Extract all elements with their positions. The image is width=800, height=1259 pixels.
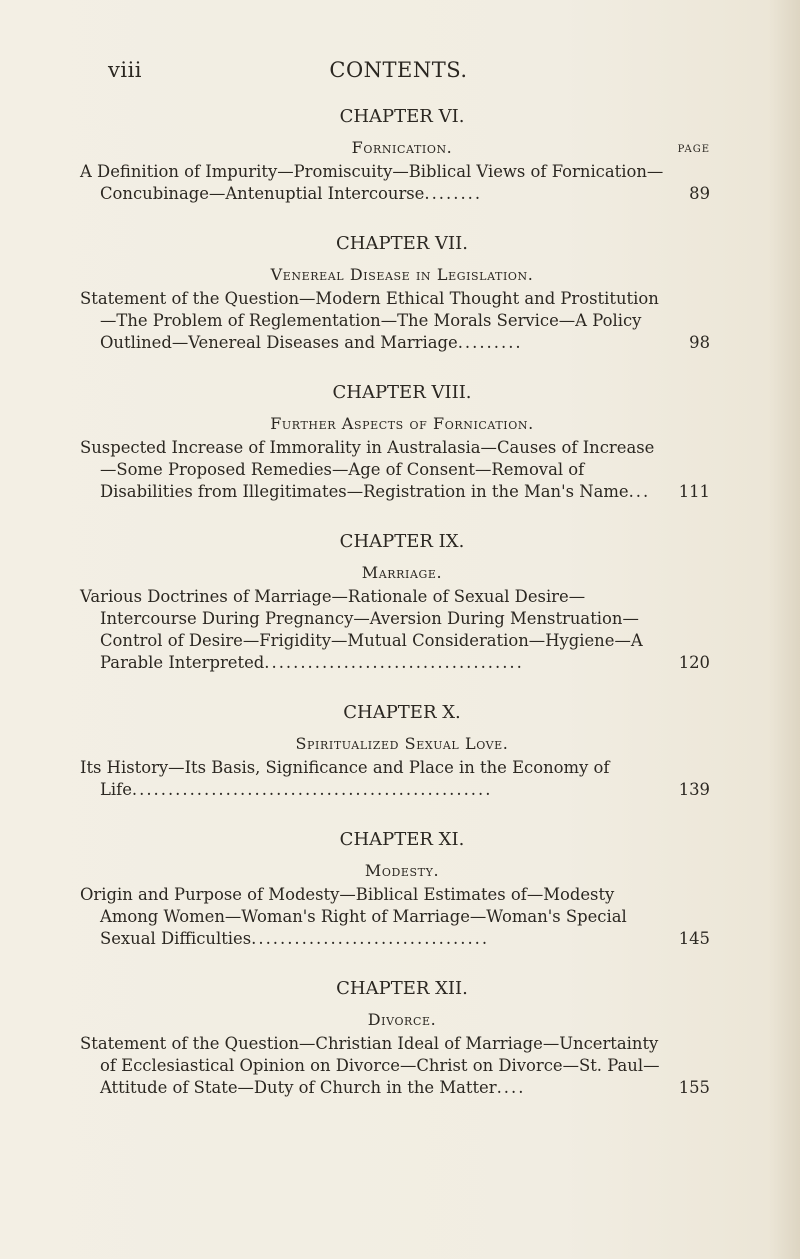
chapter-entry-xi xyxy=(80,829,710,950)
chapter-number: CHAPTER X. xyxy=(343,702,461,723)
chapter-entry-x xyxy=(80,702,710,801)
chapter-description-text: Suspected Increase of Immorality in Australasia—Causes of Increase—Some Proposed Remedies—Age of Consent—Removal of Disabilities from Illegitimates—Registration in the Man's Name xyxy=(80,438,655,501)
chapter-description xyxy=(80,1033,710,1099)
chapter-entry-vi xyxy=(80,106,710,205)
running-head xyxy=(108,58,689,86)
chapter-description xyxy=(80,288,710,354)
chapter-page-number: 111 xyxy=(678,482,710,501)
chapter-title: Spiritualized Sexual Love. xyxy=(295,734,509,753)
chapter-page-number: 89 xyxy=(689,184,710,203)
chapter-title: Marriage. xyxy=(361,563,443,582)
dot-leader: .... xyxy=(496,1078,526,1097)
chapter-description-text: Origin and Purpose of Modesty—Biblical Estimates of—Modesty Among Women—Woman's Right of Marriage—Woman's Special Sexual Difficulties xyxy=(80,885,627,948)
chapter-page-number: 120 xyxy=(678,653,710,672)
page-number: viii xyxy=(108,58,143,82)
chapter-description xyxy=(80,757,710,801)
chapter-description xyxy=(80,437,710,503)
chapter-title: Divorce. xyxy=(367,1010,437,1029)
chapter-entry-ix xyxy=(80,531,710,674)
chapter-title: Further Aspects of Fornication. xyxy=(270,414,534,433)
chapter-title xyxy=(80,137,710,159)
chapter-description-text: Its History—Its Basis, Significance and Place in the Economy of Life xyxy=(80,758,610,799)
chapter-page-number: 145 xyxy=(678,929,710,948)
chapter-number: CHAPTER VII. xyxy=(336,233,468,254)
dot-leader: ................................. xyxy=(251,929,490,948)
chapter-number: CHAPTER XI. xyxy=(339,829,465,850)
chapter-title: Modesty. xyxy=(364,861,440,880)
dot-leader: ... xyxy=(628,482,651,501)
chapter-description xyxy=(80,161,710,205)
chapter-description-text: Statement of the Question—Modern Ethical Thought and Prostitution—The Problem of Reglementation—The Morals Service—A Policy Outlined—Venereal Diseases and Marriage xyxy=(80,289,659,352)
chapter-title-text: Fornication. xyxy=(351,138,453,157)
chapter-number: CHAPTER IX. xyxy=(339,531,465,552)
chapter-description-text: Various Doctrines of Marriage—Rationale of Sexual Desire—Intercourse During Pregnancy—Aversion During Menstruation—Control of Desire—Frigidity—Mutual Consideration—Hygiene—A Parable Interpreted xyxy=(80,587,643,672)
chapter-description xyxy=(80,586,710,674)
chapter-number: CHAPTER VI. xyxy=(339,106,465,127)
chapter-entry-viii xyxy=(80,382,710,503)
chapter-entry-vii xyxy=(80,233,710,354)
chapter-title: Venereal Disease in Legislation. xyxy=(270,265,534,284)
page-title: CONTENTS. xyxy=(329,58,468,82)
dot-leader: .................................... xyxy=(264,653,524,672)
chapter-entry-xii xyxy=(80,978,710,1099)
chapter-number: CHAPTER XII. xyxy=(336,978,468,999)
dot-leader: ......... xyxy=(457,333,523,352)
chapter-page-number: 139 xyxy=(678,780,710,799)
chapter-number: CHAPTER VIII. xyxy=(332,382,472,403)
chapter-description-text: A Definition of Impurity—Promiscuity—Biblical Views of Fornication—Concubinage—Antenuptial Intercourse xyxy=(80,162,664,203)
chapter-page-number: 98 xyxy=(689,333,710,352)
page-column-label: PAGE xyxy=(677,144,710,155)
chapter-description xyxy=(80,884,710,950)
chapter-page-number: 155 xyxy=(678,1078,710,1097)
dot-leader: ........ xyxy=(424,184,483,203)
chapter-description-text: Statement of the Question—Christian Ideal of Marriage—Uncertainty of Ecclesiastical Opinion on Divorce—Christ on Divorce—St. Paul—Attitude of State—Duty of Church in the Matter xyxy=(80,1034,660,1097)
dot-leader: .................................................. xyxy=(131,780,493,799)
table-of-contents xyxy=(80,106,710,1127)
